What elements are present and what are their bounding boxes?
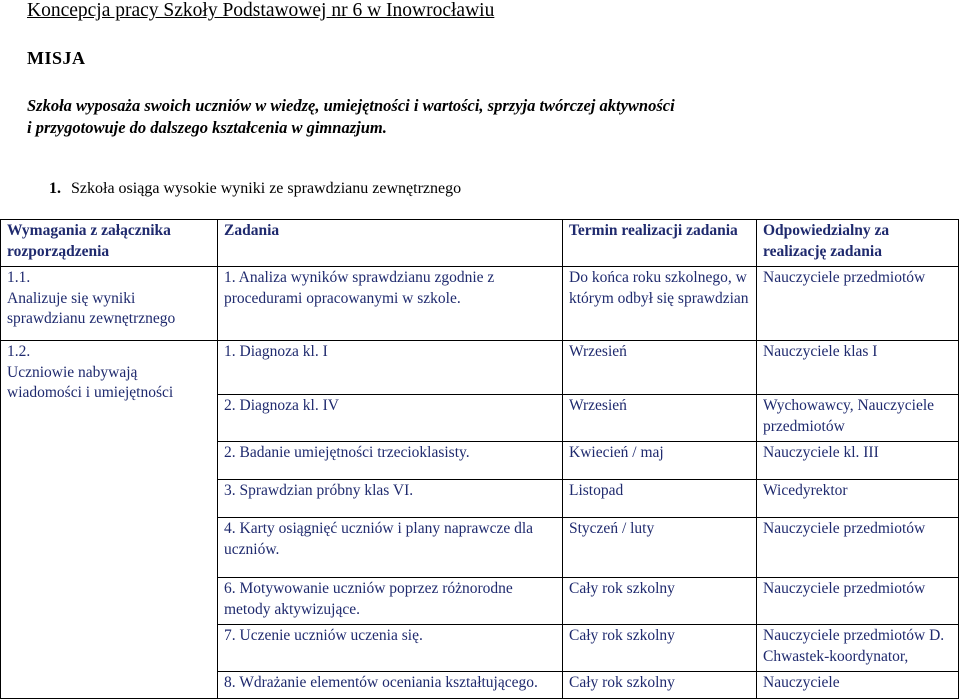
task-cell: 8. Wdrażanie elementów oceniania kształtującego.	[218, 672, 563, 699]
table-row	[1, 341, 959, 395]
responsible-cell: Nauczyciele przedmiotów	[757, 267, 959, 341]
requirement-number: 1.1.	[7, 269, 31, 286]
task-cell: 1. Diagnoza kl. I	[218, 341, 563, 395]
responsible-cell: Nauczyciele przedmiotów	[757, 578, 959, 625]
deadline-cell: Cały rok szkolny	[563, 672, 757, 699]
header-requirements: Wymagania z załącznika rozporządzenia	[1, 220, 218, 267]
responsible-cell: Nauczyciele	[757, 672, 959, 699]
mission-statement	[27, 95, 927, 139]
task-cell: 2. Diagnoza kl. IV	[218, 395, 563, 442]
document-title: Koncepcja pracy Szkoły Podstawowej nr 6 w Inowrocławiu	[27, 0, 495, 21]
header-responsible: Odpowiedzialny za realizację zadania	[757, 220, 959, 267]
responsible-cell: Wychowawcy, Nauczyciele przedmiotów	[757, 395, 959, 442]
mission-line-2: i przygotowuje do dalszego kształcenia w gimnazjum.	[27, 118, 387, 137]
deadline-cell: Cały rok szkolny	[563, 625, 757, 672]
deadline-cell: Wrzesień	[563, 395, 757, 442]
plan-table	[0, 219, 959, 699]
deadline-cell: Listopad	[563, 480, 757, 518]
responsible-cell: Nauczyciele przedmiotów D. Chwastek-koordynator,	[757, 625, 959, 672]
deadline-cell: Cały rok szkolny	[563, 578, 757, 625]
deadline-cell: Wrzesień	[563, 341, 757, 395]
task-cell: 1. Analiza wyników sprawdzianu zgodnie z procedurami opracowanymi w szkole.	[218, 267, 563, 341]
requirement-cell	[1, 341, 218, 699]
responsible-cell: Nauczyciele kl. III	[757, 442, 959, 480]
task-cell: 7. Uczenie uczniów uczenia się.	[218, 625, 563, 672]
task-cell: 2. Badanie umiejętności trzecioklasisty.	[218, 442, 563, 480]
header-deadline: Termin realizacji zadania	[563, 220, 757, 267]
mission-heading: MISJA	[27, 48, 86, 68]
header-tasks: Zadania	[218, 220, 563, 267]
table-row	[1, 267, 959, 341]
requirement-text: Uczniowie nabywają wiadomości i umiejętności	[7, 363, 174, 401]
deadline-cell: Kwiecień / maj	[563, 442, 757, 480]
mission-line-1: Szkoła wyposaża swoich uczniów w wiedzę, umiejętności i wartości, sprzyja twórczej aktywności	[27, 96, 675, 115]
task-cell: 6. Motywowanie uczniów poprzez różnorodne metody aktywizujące.	[218, 578, 563, 625]
requirement-cell	[1, 267, 218, 341]
deadline-cell: Do końca roku szkolnego, w którym odbył się sprawdzian	[563, 267, 757, 341]
section-number: 1.	[49, 180, 61, 197]
requirement-number: 1.2.	[7, 343, 31, 360]
task-cell: 4. Karty osiągnięć uczniów i plany naprawcze dla uczniów.	[218, 518, 563, 578]
responsible-cell: Nauczyciele klas I	[757, 341, 959, 395]
task-cell: 3. Sprawdzian próbny klas VI.	[218, 480, 563, 518]
requirement-text: Analizuje się wyniki sprawdzianu zewnętrznego	[7, 289, 176, 327]
responsible-cell: Nauczyciele przedmiotów	[757, 518, 959, 578]
responsible-cell: Wicedyrektor	[757, 480, 959, 518]
table-header-row	[1, 220, 959, 267]
section-title: Szkoła osiąga wysokie wyniki ze sprawdzianu zewnętrznego	[71, 180, 462, 197]
section-heading	[49, 180, 461, 198]
deadline-cell: Styczeń / luty	[563, 518, 757, 578]
